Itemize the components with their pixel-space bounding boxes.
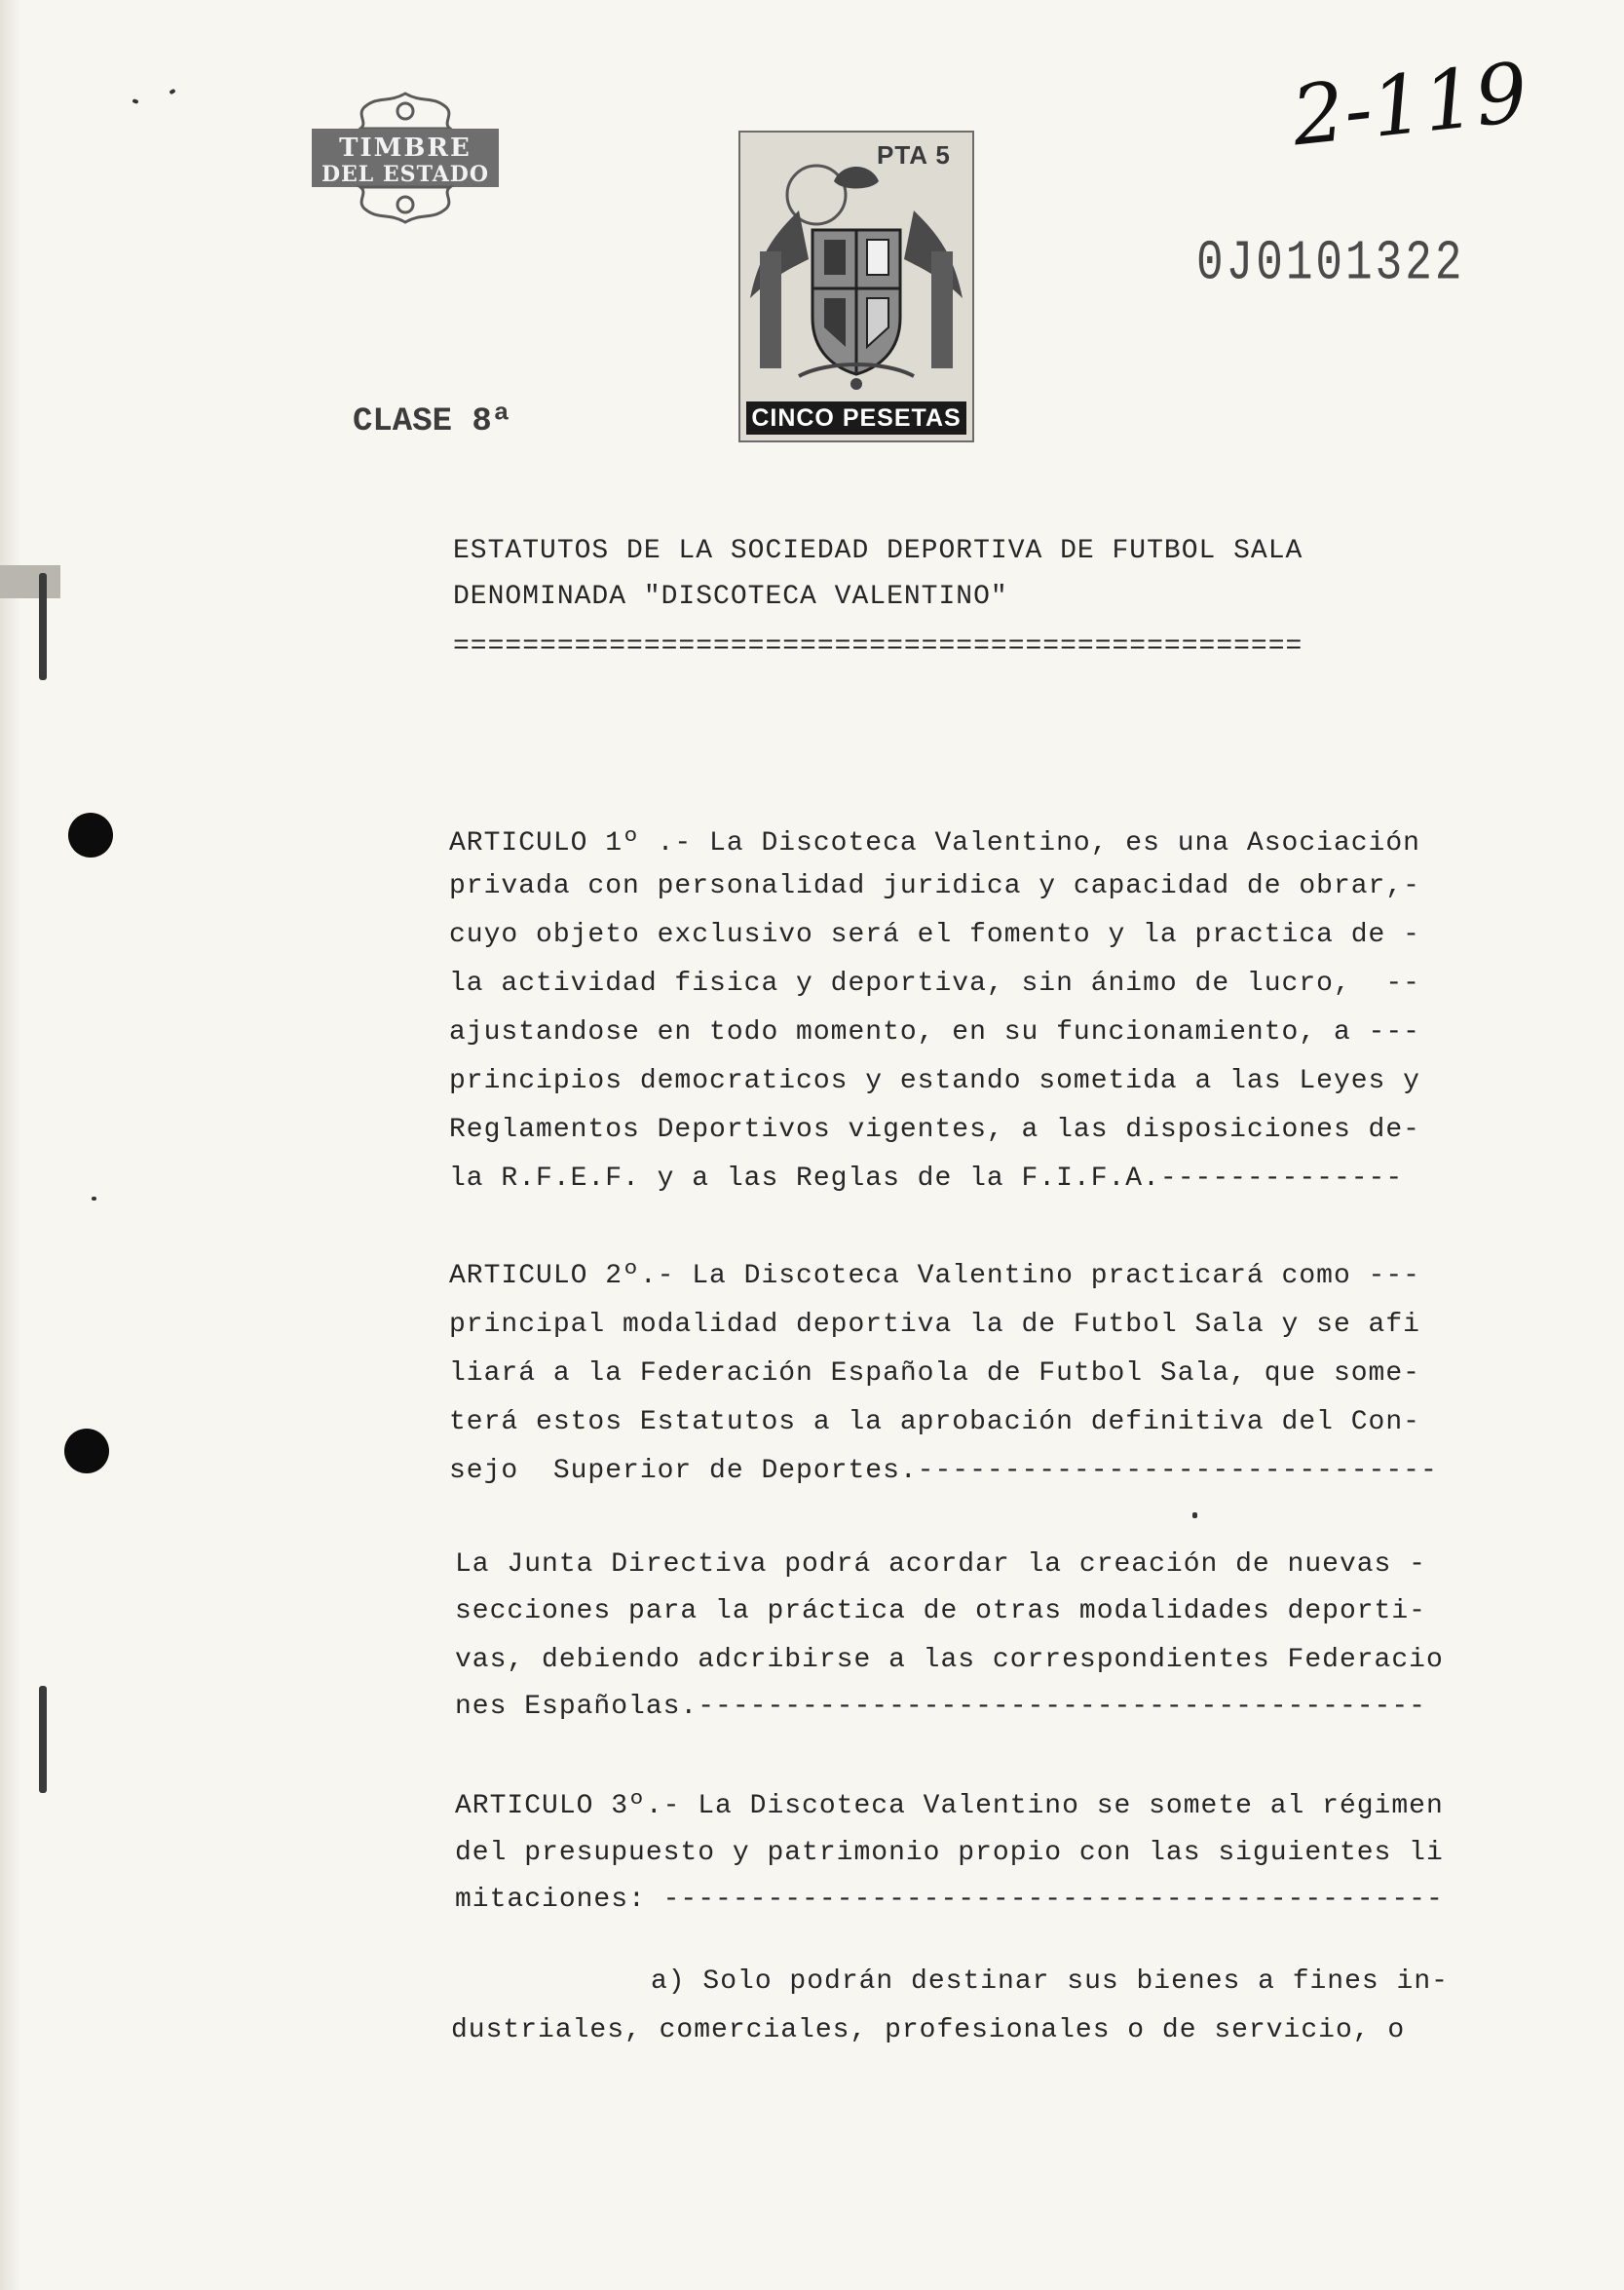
articulo-3-line: ARTICULO 3º.- La Discoteca Valentino se somete al régimen bbox=[455, 1791, 1444, 1821]
item-a-line: a) Solo podrán destinar sus bienes a fines in- bbox=[651, 1966, 1449, 1997]
stamp-value: PTA 5 bbox=[877, 140, 951, 170]
page-edge bbox=[0, 0, 21, 2290]
articulo-3-line: mitaciones: --------------------------------------------- bbox=[455, 1885, 1444, 1915]
clase-label: CLASE 8ª bbox=[353, 403, 512, 440]
item-a-line: dustriales, comerciales, profesionales o de servicio, o bbox=[451, 2015, 1406, 2045]
articulo-1-line: principios democraticos y estando sometida a las Leyes y bbox=[449, 1066, 1420, 1096]
articulo-1-line: ajustandose en todo momento, en su funcionamiento, a --- bbox=[449, 1017, 1420, 1048]
articulo-2-line: liará a la Federación Española de Futbol Sala, que some- bbox=[449, 1358, 1420, 1389]
articulo-1-line: la actividad fisica y deportiva, sin ánimo de lucro, -- bbox=[449, 969, 1420, 999]
document-title-line-2: DENOMINADA "DISCOTECA VALENTINO" bbox=[453, 582, 1008, 612]
ink-speck bbox=[92, 1197, 96, 1201]
junta-paragraph-line: vas, debiendo adcribirse a las correspondientes Federacio bbox=[455, 1645, 1444, 1675]
coat-of-arms-icon bbox=[740, 162, 972, 396]
timbre-label-bottom: DEL ESTADO bbox=[321, 162, 490, 187]
junta-paragraph-line: nes Españolas.------------------------------------------ bbox=[455, 1692, 1426, 1722]
edge-scratch-mark bbox=[39, 1686, 47, 1793]
articulo-2-line: sejo Superior de Deportes.------------------------------ bbox=[449, 1456, 1438, 1486]
junta-paragraph-line: La Junta Directiva podrá acordar la creación de nuevas - bbox=[455, 1549, 1426, 1580]
revenue-stamp bbox=[738, 131, 974, 442]
stamp-caption: CINCO PESETAS bbox=[746, 401, 966, 435]
junta-paragraph-line: secciones para la práctica de otras modalidades deporti- bbox=[455, 1596, 1426, 1626]
articulo-1-line: cuyo objeto exclusivo será el fomento y la practica de - bbox=[449, 920, 1420, 950]
articulo-2-line: terá estos Estatutos a la aprobación definitiva del Con- bbox=[449, 1407, 1420, 1437]
ink-speck bbox=[169, 89, 175, 95]
punch-hole-bottom bbox=[64, 1429, 109, 1473]
articulo-2-line: ARTICULO 2º.- La Discoteca Valentino practicará como --- bbox=[449, 1261, 1420, 1291]
ink-speck bbox=[1192, 1512, 1197, 1518]
punch-hole-top bbox=[68, 813, 113, 858]
serial-number: 0J0101322 bbox=[1196, 232, 1465, 295]
articulo-1-line: Reglamentos Deportivos vigentes, a las disposiciones de- bbox=[449, 1115, 1420, 1145]
title-underline-rule: ================================================= bbox=[453, 631, 1303, 662]
binding-tab-mark bbox=[0, 565, 60, 598]
edge-scratch-mark bbox=[39, 573, 47, 680]
articulo-1-line: privada con personalidad juridica y capacidad de obrar,- bbox=[449, 871, 1420, 901]
handwritten-reference: 2-119 bbox=[1287, 44, 1532, 165]
articulo-3-line: del presupuesto y patrimonio propio con las siguientes li bbox=[455, 1838, 1444, 1868]
timbre-del-estado-emblem bbox=[310, 90, 501, 226]
articulo-1-line: la R.F.E.F. y a las Reglas de la F.I.F.A.-------------- bbox=[449, 1164, 1404, 1194]
articulo-2-line: principal modalidad deportiva la de Futbol Sala y se afi bbox=[449, 1310, 1420, 1340]
articulo-1-line: ARTICULO 1º .- La Discoteca Valentino, es una Asociación bbox=[449, 828, 1420, 859]
timbre-label-top: TIMBRE bbox=[339, 134, 472, 163]
document-title-line-1: ESTATUTOS DE LA SOCIEDAD DEPORTIVA DE FUTBOL SALA bbox=[453, 536, 1303, 566]
ink-speck bbox=[132, 98, 138, 104]
